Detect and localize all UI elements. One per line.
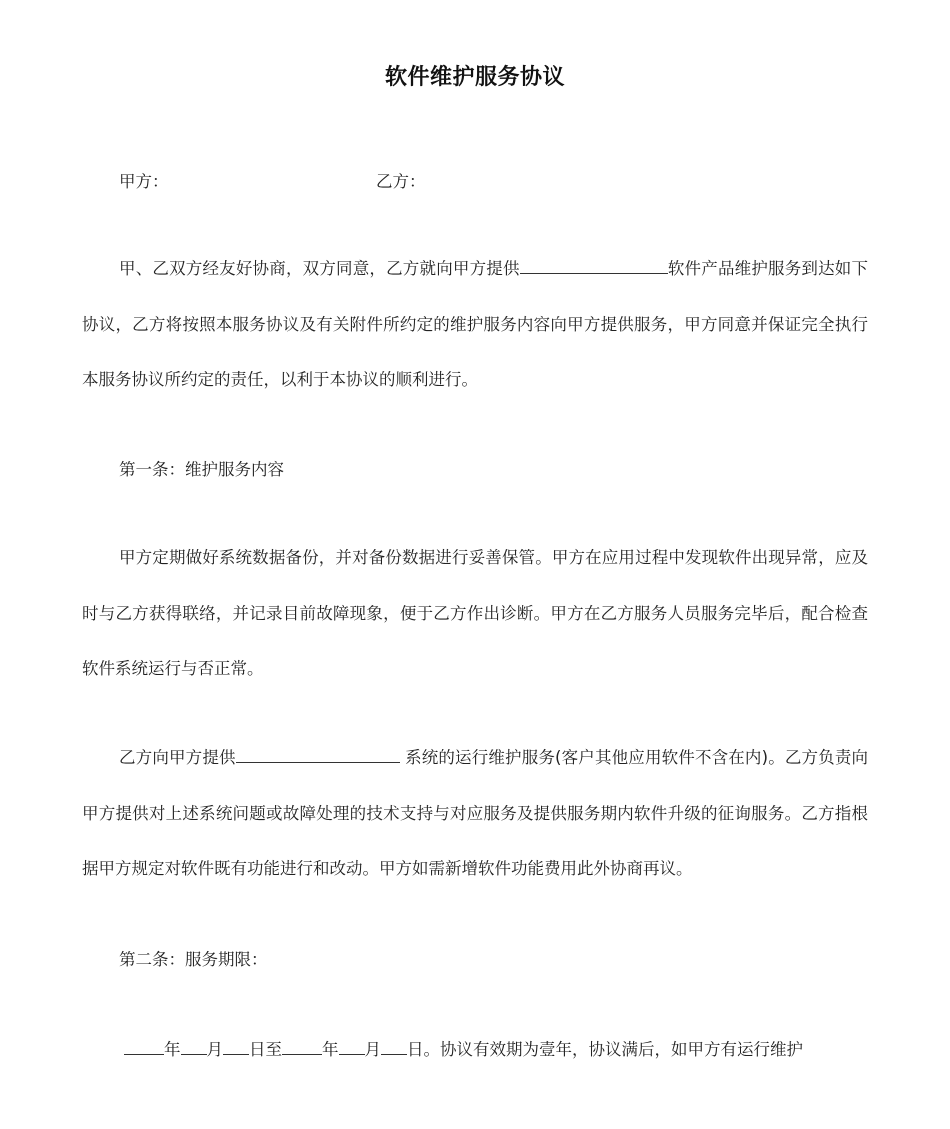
term-day-1: 日至 (249, 1040, 282, 1059)
article-1-p2-text-1: 乙方向甲方提供 (119, 748, 236, 767)
article-1-heading: 第一条：维护服务内容 (119, 460, 284, 479)
start-day-blank (223, 1038, 249, 1056)
intro-text-1: 甲、乙双方经友好协商，双方同意，乙方就向甲方提供 (119, 259, 520, 278)
start-month-blank (181, 1038, 207, 1056)
intro-text-2: 软件产品维护服务到达如下协议，乙方将按照本服务协议及有关附件所约定的维护服务内容向甲方提供服务，甲方同意并保证完全执行本服务协议所约定的责任，以利于本协议的顺利进行。 (82, 259, 869, 389)
system-name-blank (236, 746, 400, 764)
term-month-1: 月 (206, 1040, 223, 1059)
term-month-2: 月 (364, 1040, 381, 1059)
party-b-label: 乙方： (376, 172, 426, 191)
term-year-1: 年 (164, 1040, 181, 1059)
term-year-2: 年 (322, 1040, 339, 1059)
end-year-blank (282, 1038, 322, 1056)
article-1-p2-text-2: 系统的运行维护服务(客户其他应用软件不含在内)。乙方负责向甲方提供对上述系统问题或故障处理的技术支持与对应服务及提供服务期内软件升级的征询服务。乙方指根据甲方规定对软件既有功能进行和改动。甲方如需新增软件功能费用此外协商再议。 (82, 748, 869, 878)
article-1-paragraph-1: 甲方定期做好系统数据备份，并对备份数据进行妥善保管。甲方在应用过程中发现软件出现异常，应及时与乙方获得联络，并记录目前故障现象，便于乙方作出诊断。甲方在乙方服务人员服务完毕后，配合检查软件系统运行与否正常。 (82, 548, 868, 678)
party-a-label: 甲方： (119, 172, 169, 191)
end-month-blank (339, 1038, 365, 1056)
article-1-paragraph-2 (82, 730, 868, 897)
start-year-blank (124, 1038, 164, 1056)
term-line (124, 1036, 803, 1060)
intro-paragraph (82, 241, 868, 408)
article-2-heading: 第二条：服务期限： (119, 950, 268, 969)
document-title: 软件维护服务协议 (384, 65, 565, 90)
end-day-blank (381, 1038, 407, 1056)
term-day-2: 日。协议有效期为壹年，协议满后，如甲方有运行维护 (407, 1040, 803, 1059)
software-name-blank (520, 257, 668, 275)
